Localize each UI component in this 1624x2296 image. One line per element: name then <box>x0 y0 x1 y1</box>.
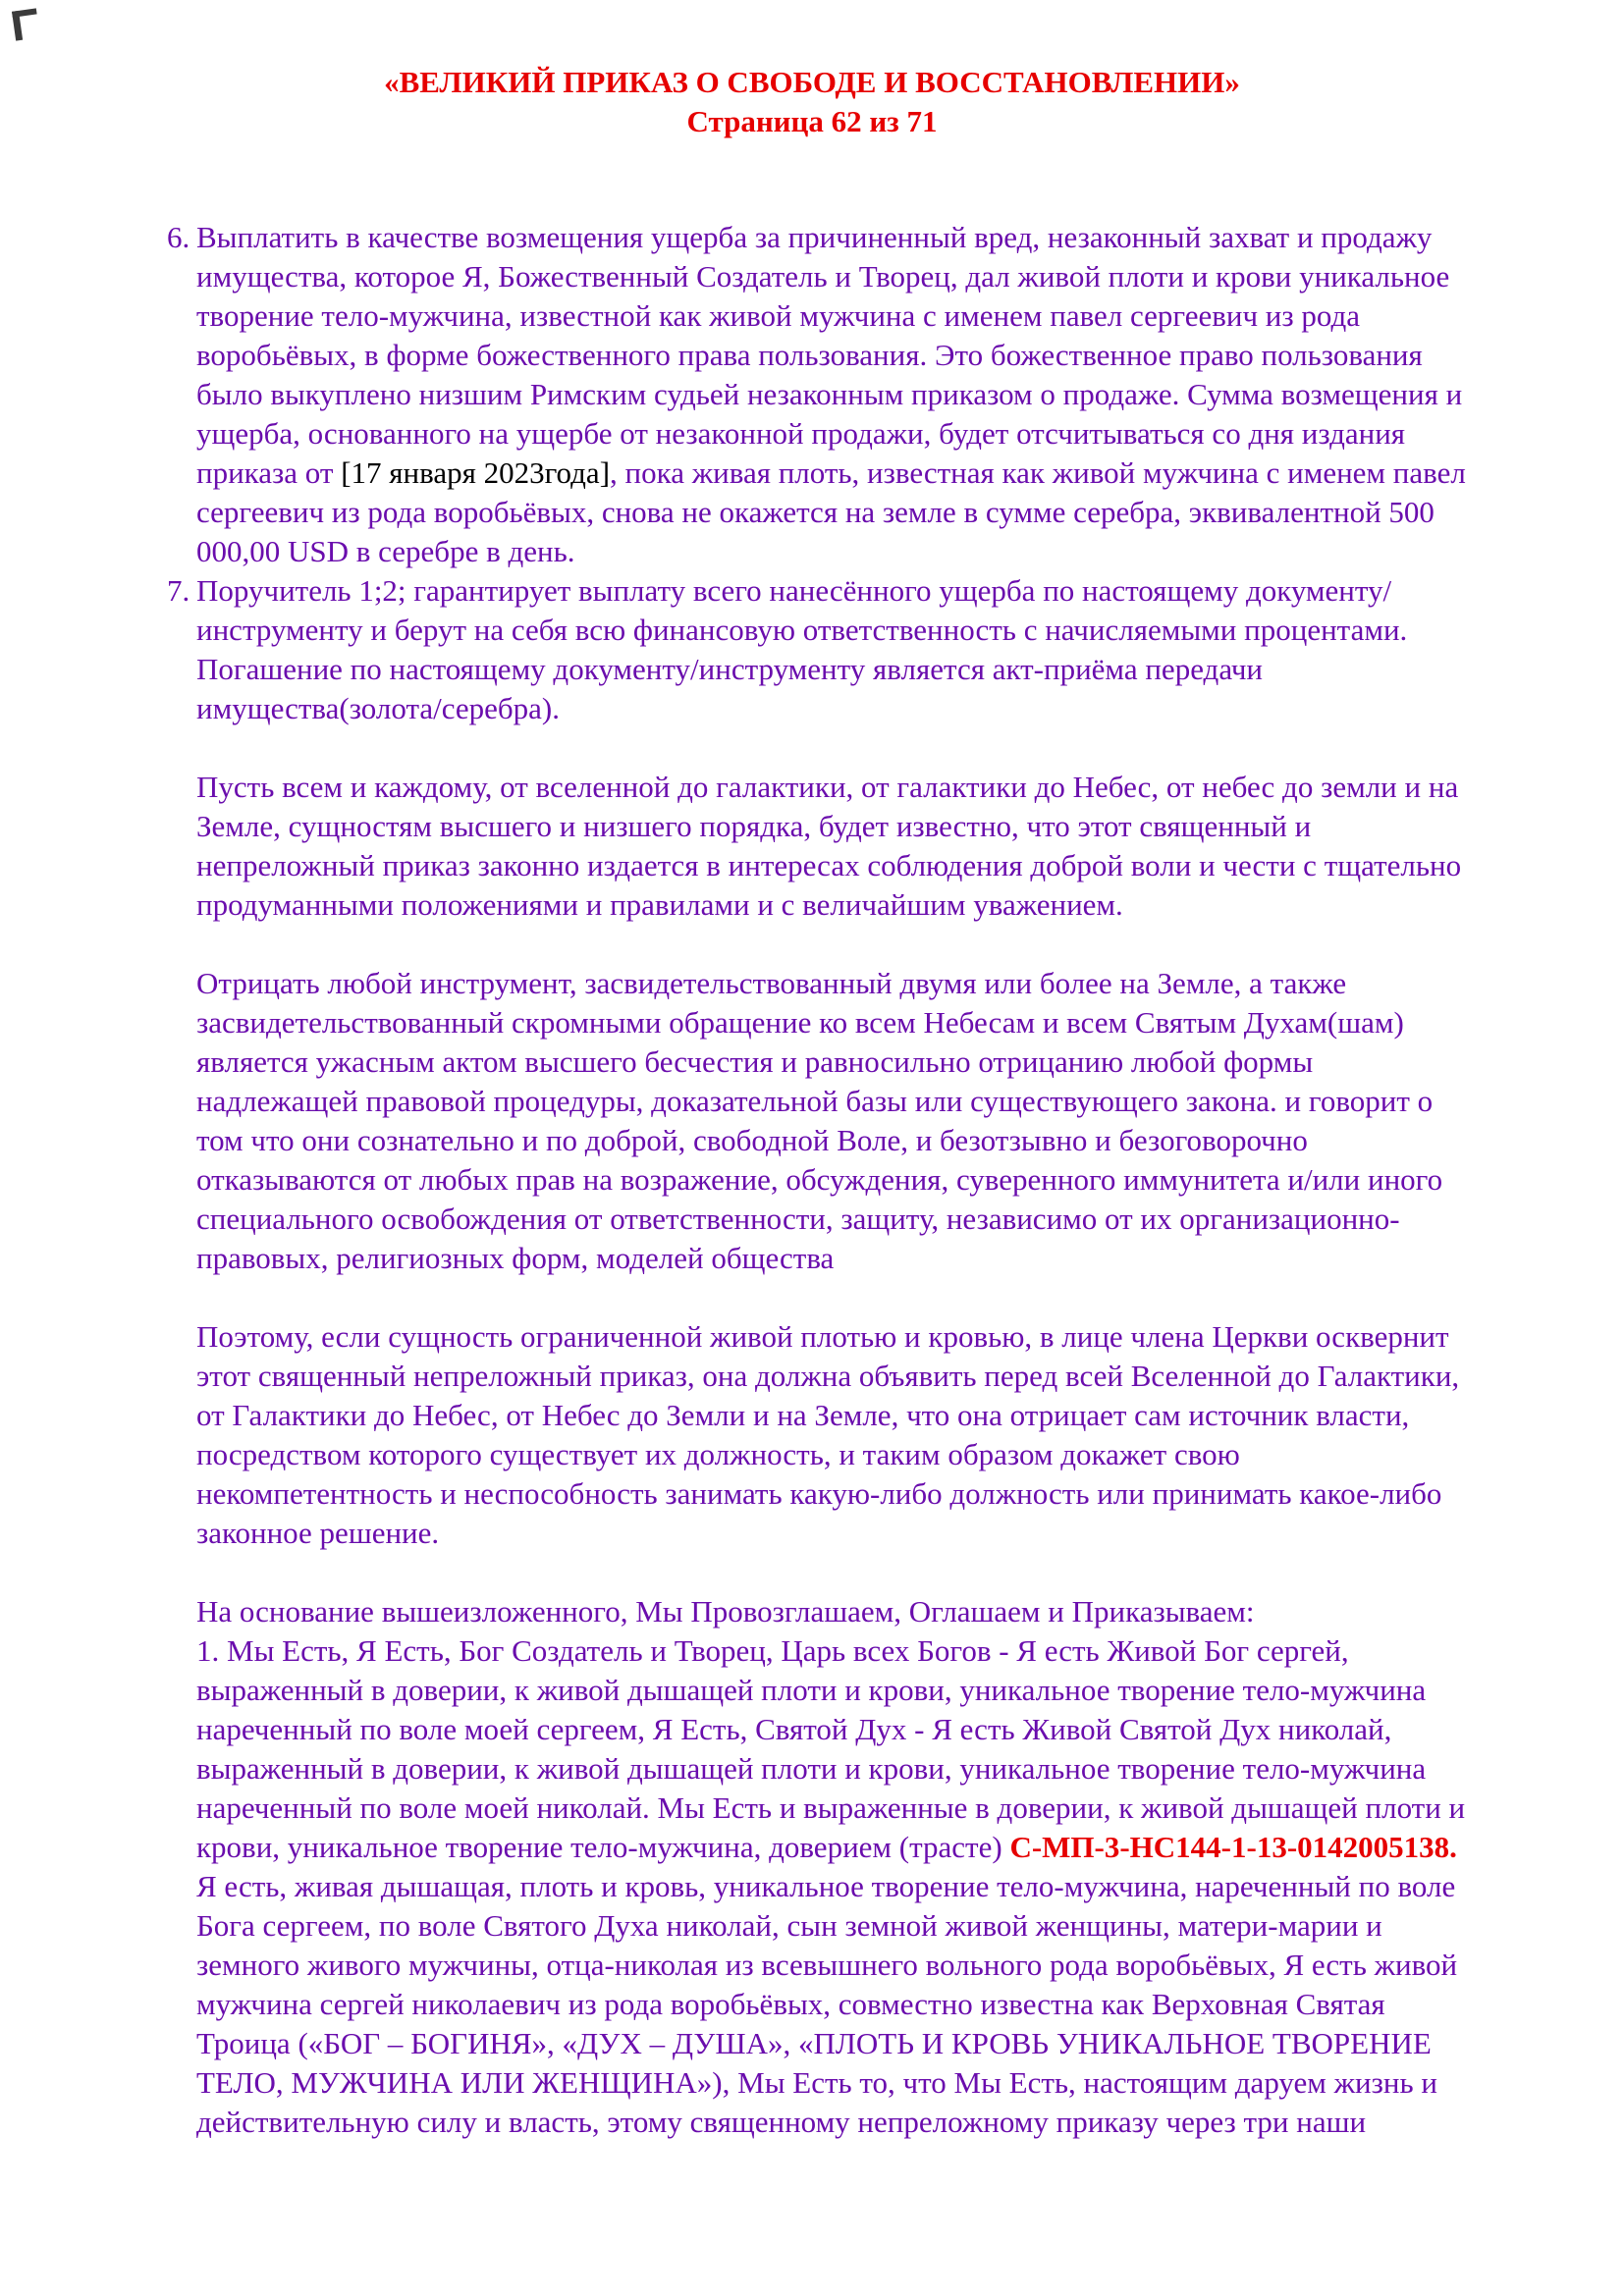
document-title: «ВЕЛИКИЙ ПРИКАЗ О СВОБОДЕ И ВОССТАНОВЛЕНИИ» <box>384 65 1240 99</box>
item-6-number: 6. <box>167 220 190 254</box>
paragraph-let-it-be-known: Пусть всем и каждому, от вселенной до галактики, от галактики до Небес, от небес до земли и на Земле, сущностям высшего и низшего порядка, будет известно, что этот священный и непреложный приказ законно издается в интересах соблюдения доброй воли и чести с тщательно продуманными положениями и правилами и с величайшим уважением. <box>196 770 1462 922</box>
item-7-text: Поручитель 1;2; гарантирует выплату всего нанесённого ущерба по настоящему документу/инструменту и берут на себя всю финансовую ответственность с начисляемыми процентами. Погашение по настоящему документу/инструменту является акт-приёма передачи имущества(золота/серебра). <box>196 573 1408 725</box>
trust-number: С-МП-3-НС144-1-13-0142005138. <box>1009 1830 1457 1864</box>
paragraph-deny-instrument: Отрицать любой инструмент, засвидетельствованный двумя или более на Земле, а также засвидетельствованный скромными обращение ко всем Небесам и всем Святым Духам(шам) является ужасным актом высшего бесчестия и равносильно отрицанию любой формы надлежащей правовой процедуры, доказательной базы или существующего закона. и говорит о том что они сознательно и по доброй, свободной Воле, и безотзывно и безоговорочно отказываются от любых прав на возражение, обсуждения, суверенного иммунитета и/или иного специального освобождения от ответственности, защиту, независимо от их организационно-правовых, религиозных форм, моделей общества <box>196 966 1443 1275</box>
decree-text-after-trust: Я есть, живая дышащая, плоть и кровь, уникальное творение тело-мужчина, нареченный по воле Бога сергеем, по воле Святого Духа николай, сын земной живой женщины, матери-марии и земного живого мужчины, отца-николая из всевышнего вольного рода воробьёвых, Я есть живой мужчина сергей николаевич из рода воробьёвых, совместно известна как Верховная Святая Троица («БОГ – БОГИНЯ», «ДУХ – ДУША», «ПЛОТЬ И КРОВЬ УНИКАЛЬНОЕ ТВОРЕНИЕ ТЕЛО, МУЖЧИНА ИЛИ ЖЕНЩИНА»), Мы Есть то, что Мы Есть, настоящим даруем жизнь и действительную силу и власть, этому священному непреложному приказу через три наши <box>196 1869 1458 2139</box>
item-6-text-before-date: Выплатить в качестве возмещения ущерба за причиненный вред, незаконный захват и продажу имущества, которое Я, Божественный Создатель и Творец, дал живой плоти и крови уникальное творение тело-мужчина, известной как живой мужчина с именем павел сергеевич из рода воробьёвых, в форме божественного права пользования. Это божественное право пользования было выкуплено низшим Римским судьей незаконным приказом о продаже. Сумма возмещения и ущерба, основанного на ущербе от незаконной продажи, будет отсчитываться со дня издания приказа от <box>196 220 1463 490</box>
paragraph-proclaim-intro: На основание вышеизложенного, Мы Провозглашаем, Оглашаем и Приказываем: <box>196 1594 1255 1629</box>
paragraph-therefore: Поэтому, если сущность ограниченной живой плотью и кровью, в лице члена Церкви осквернит этот священный непреложный приказ, она должна объявить перед всей Вселенной до Галактики, от Галактики до Небес, от Небес до Земли и на Земле, что она отрицает сам источник власти, посредством которого существует их должность, и таким образом докажет свою некомпетентность и неспособность занимать какую-либо должность или принимать какое-либо законное решение. <box>196 1319 1460 1550</box>
list-item-6 <box>167 218 1477 571</box>
item-6-text-after-date: , пока живая плоть, известная как живой мужчина с именем павел сергеевич из рода воробьёвых, снова не окажется на земле в сумме серебра, эквивалентной 500 000,00 USD в серебре в день. <box>196 455 1466 568</box>
list-item-7 <box>167 571 1477 728</box>
decree-text-before-trust: 1. Мы Есть, Я Есть, Бог Создатель и Творец, Царь всех Богов - Я есть Живой Бог сергей, выраженный в доверии, к живой дышащей плоти и крови, уникальное творение тело-мужчина нареченный по воле моей сергеем, Я Есть, Святой Дух - Я есть Живой Святой Дух николай, выраженный в доверии, к живой дышащей плоти и крови, уникальное творение тело-мужчина нареченный по воле моей николай. Мы Есть и выраженные в доверии, к живой дышащей плоти и крови, уникальное творение тело-мужчина, доверием (трасте) <box>196 1633 1466 1864</box>
item-7-number: 7. <box>167 573 190 608</box>
order-issue-date: [17 января 2023года] <box>341 455 611 490</box>
document-body <box>167 218 1477 2142</box>
page-number: Страница 62 из 71 <box>686 104 938 138</box>
scan-corner-artifact <box>12 8 40 40</box>
document-header <box>0 63 1624 141</box>
paragraph-decree <box>196 1631 1477 2142</box>
